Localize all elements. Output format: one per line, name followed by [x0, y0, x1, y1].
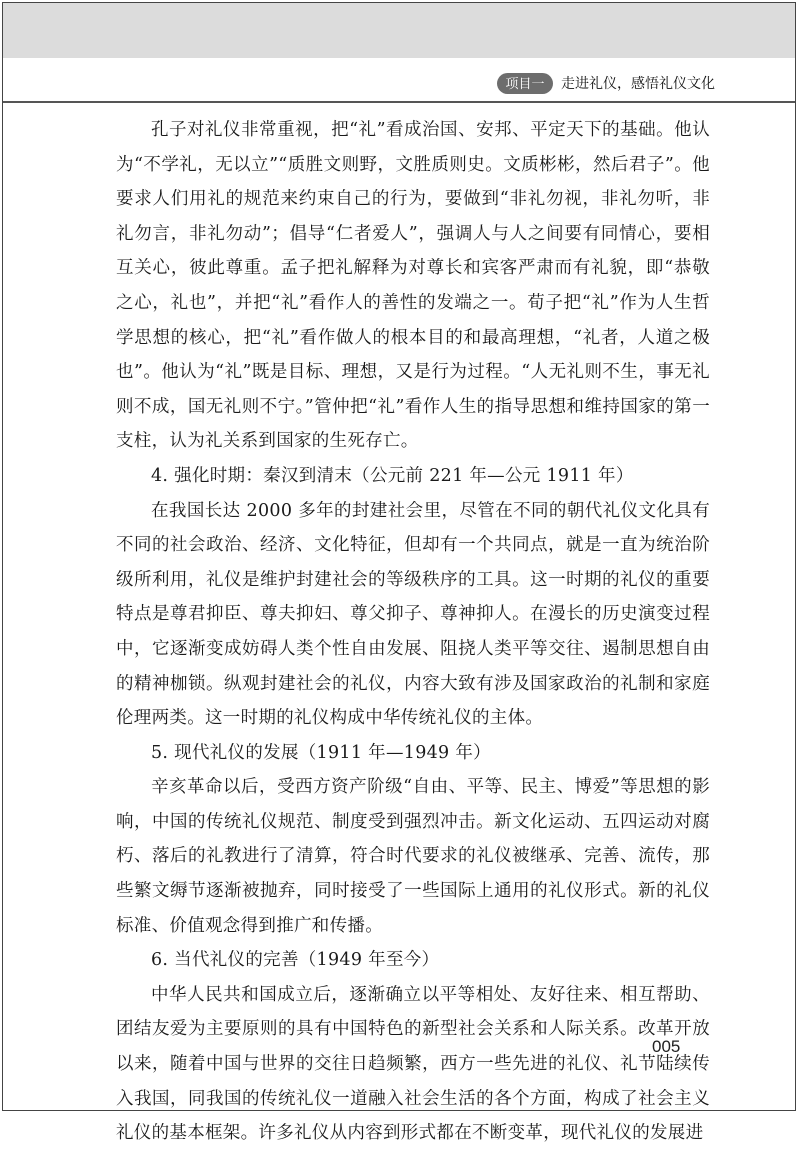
section-heading-5: 5. 现代礼仪的发展（1911 年—1949 年） [151, 742, 491, 763]
section-heading-4: 4. 强化时期：秦汉到清末（公元前 221 年—公元 1911 年） [151, 465, 634, 486]
page-number: 005 [652, 1037, 681, 1056]
section-heading-6: 6. 当代礼仪的完善（1949 年至今） [151, 950, 440, 971]
chapter-label-pill: 项目一 [497, 73, 553, 94]
header-rule [3, 101, 795, 103]
paragraph-modern-etiquette: 辛亥革命以后，受西方资产阶级“自由、平等、民主、博爱”等思想的影响，中国的传统礼仪规范、制度受到强烈冲击。新文化运动、五四运动对腐朽、落后的礼教进行了清算，符合时代要求的礼仪被继承、完善、流传，那些繁文缛节逐渐被抛弃，同时接受了一些国际上通用的礼仪形式。新的礼仪标准、价值观念得到推广和传播。 [116, 777, 710, 936]
chapter-title: 走进礼仪，感悟礼仪文化 [561, 75, 715, 91]
paragraph-contemporary-etiquette: 中华人民共和国成立后，逐渐确立以平等相处、友好往来、相互帮助、团结友爱为主要原则的具有中国特色的新型社会关系和人际关系。改革开放以来，随着中国与世界的交往日趋频繁，西方一些先进的礼仪、礼节陆续传入我国，同我国的传统礼仪一道融入社会生活的各个方面，构成了社会主义礼仪的基本框架。许多礼仪从内容到形式都在不断变革，现代礼仪的发展进 [116, 984, 710, 1144]
paragraph-confucian-views: 孔子对礼仪非常重视，把“礼”看成治国、安邦、平定天下的基础。他认为“不学礼，无以立”“质胜文则野，文胜质则史。文质彬彬，然后君子”。他要求人们用礼的规范来约束自己的行为，要做到“非礼勿视，非礼勿听，非礼勿言，非礼勿动”；倡导“仁者爱人”，强调人与人之间要有同情心，要相互关心，彼此尊重。孟子把礼解释为对尊长和宾客严肃而有礼貌，即“恭敬之心，礼也”，并把“礼”看作人的善性的发端之一。荀子把“礼”作为人生哲学思想的核心，把“礼”看作做人的根本目的和最高理想，“礼者，人道之极也”。他认为“礼”既是目标、理想，又是行为过程。“人无礼则不生，事无礼则不成，国无礼则不宁。”管仲把“礼”看作人生的指导思想和维持国家的第一支柱，认为礼关系到国家的生死存亡。 [116, 120, 710, 452]
header-band [3, 3, 795, 58]
paragraph-feudal-etiquette: 在我国长达 2000 多年的封建社会里，尽管在不同的朝代礼仪文化具有不同的社会政治、经济、文化特征，但却有一个共同点，就是一直为统治阶级所利用，礼仪是维护封建社会的等级秩序的工具。这一时期的礼仪的重要特点是尊君抑臣、尊夫抑妇、尊父抑子、尊神抑人。在漫长的历史演变过程中，它逐渐变成妨碍人类个性自由发展、阻挠人类平等交往、遏制思想自由的精神枷锁。纵观封建社会的礼仪，内容大致有涉及国家政治的礼制和家庭伦理两类。这一时期的礼仪构成中华传统礼仪的主体。 [116, 500, 710, 729]
body-text [116, 113, 710, 1151]
